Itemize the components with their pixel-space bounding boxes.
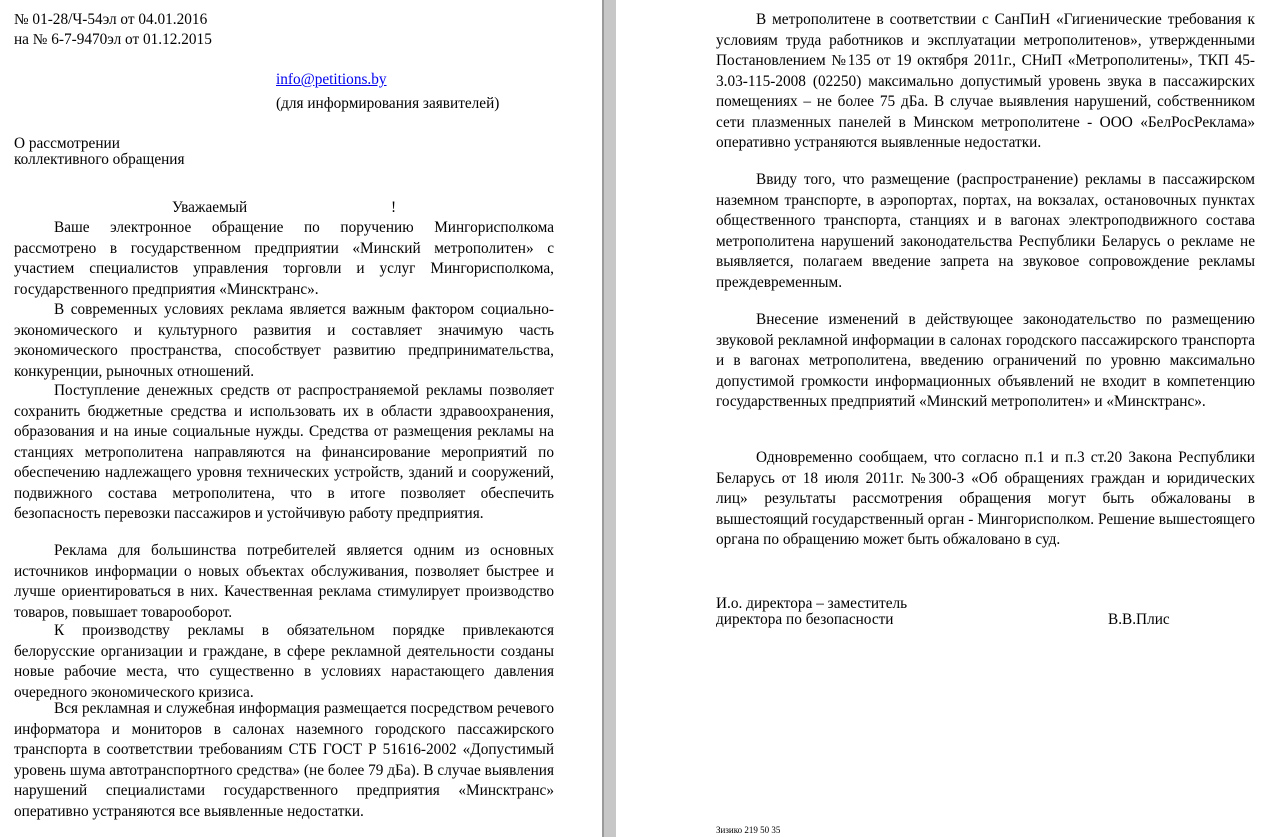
executor-footer: Зизико 219 50 35 [716, 825, 781, 835]
salutation-end: ! [391, 199, 397, 216]
email-address [276, 70, 387, 90]
paragraph-consumers: Реклама для большинства потребителей является одним из основных источников информации о новых объектах обслуживания, позволяет быстрее и лучше ориентироваться в них. Качественная реклама стимулирует производство товаров, повышает товарооборот. [14, 542, 554, 621]
paragraph-transport-info: Вся рекламная и служебная информация размещается посредством речевого информатора и мониторов в салонах наземного городского пассажирского транспорта в соответствии требованиям СТБ ГОСТ Р 51616-2002 «Допустимый уровень шума автотранспортного средства» (не более 79 дБа). В случае выявления нарушений специалистами государственного предприятия «Минсктранс» оперативно устраняются все выявленные недостатки. [14, 700, 554, 820]
paragraph-metro-standards: В метрополитене в соответствии с СанПиН «Гигиенические требования к условиям труда работников и эксплуатации метрополитенов», утвержденными Постановлением №135 от 19 октября 2011г., СНиП «Метрополитены», ТКП 45-3.03-115-2008 (02250) максимально допустимый уровень звука в пассажирских помещениях – не более 75 дБа. В случае выявления нарушений, собственником сети плазменных панелей в Минском метрополитене - ООО «БелРосРеклама» оперативно устраняются выявленные недостатки. [716, 11, 1255, 151]
email-link[interactable]: info@petitions.by [276, 71, 387, 88]
subject-line-1: О рассмотрении [14, 135, 120, 152]
paragraph-no-violations: Ввиду того, что размещение (распространение) рекламы в пассажирском наземном транспорте, в аэропортах, портах, на вокзалах, остановочных пунктах общественного транспорта, станциях и в вагонах электроподвижного состава метрополитена нарушений законодательства Республики Беларусь о рекламе не выявляется, полагаем введение запрета на звуковое сопровождение рекламы преждевременным. [716, 171, 1255, 291]
paragraph-economy: В современных условиях реклама является важным фактором социально-экономического и культурного развития и составляет значимую часть экономического пространства, способствует развитию предпринимательства, конкуренции, рыночных отношений. [14, 301, 554, 380]
paragraph-funds: Поступление денежных средств от распространяемой рекламы позволяет сохранить бюджетные средства и использовать их в области здравоохранения, образования и на иные социальные нужды. Средства от размещения рекламы на станциях метрополитена направляются на финансирование мероприятий по обеспечению надлежащего уровня технических устройств, зданий и сооружений, подвижного состава метрополитена, что в итоге позволяет обеспечить безопасность перевозки пассажиров и устойчивую работу предприятия. [14, 382, 554, 522]
document-page-right [616, 0, 1280, 837]
incoming-reference: на № 6-7-9470эл от 01.12.2015 [14, 31, 212, 48]
paragraph-appeal-rights: Одновременно сообщаем, что согласно п.1 и п.3 ст.20 Закона Республики Беларусь от 18 июля 2011г. №300-З «Об обращениях граждан и юридических лиц» результаты рассмотрения обращения могут быть обжалованы в вышестоящий государственный орган - Мингорисполком. Решение вышестоящего органа по обращению может быть обжаловано в суд. [716, 449, 1255, 548]
signature-name: В.В.Плис [1108, 611, 1170, 628]
document-page-left [0, 0, 602, 837]
signature-title-line-2: директора по безопасности [716, 611, 894, 628]
subject-line-2: коллективного обращения [14, 151, 185, 168]
salutation: Уважаемый [172, 199, 248, 216]
paragraph-intro: Ваше электронное обращение по поручению Мингорисполкома рассмотрено в государственном предприятии «Минский метрополитен» с участием специалистов управления торговли и услуг Мингорисполкома, государственного предприятия «Минсктранс». [14, 219, 554, 298]
paragraph-production: К производству рекламы в обязательном порядке привлекаются белорусские организации и граждане, в сфере рекламной деятельности созданы новые рабочие места, что существенно в условиях нарастающего давления очередного экономического кризиса. [14, 622, 554, 701]
paragraph-legislation: Внесение изменений в действующее законодательство по размещению звуковой рекламной информации в салонах городского пассажирского транспорта и в вагонах метрополитена, введению ограничений по уровню максимально допустимой громкости информационных объявлений не входит в компетенцию государственных предприятий «Минский метрополитен» и «Минсктранс». [716, 311, 1255, 410]
signature-title-line-1: И.о. директора – заместитель [716, 595, 908, 612]
email-note: (для информирования заявителей) [276, 95, 500, 112]
page-separator [602, 0, 616, 837]
outgoing-reference: № 01-28/Ч-54эл от 04.01.2016 [14, 11, 208, 28]
